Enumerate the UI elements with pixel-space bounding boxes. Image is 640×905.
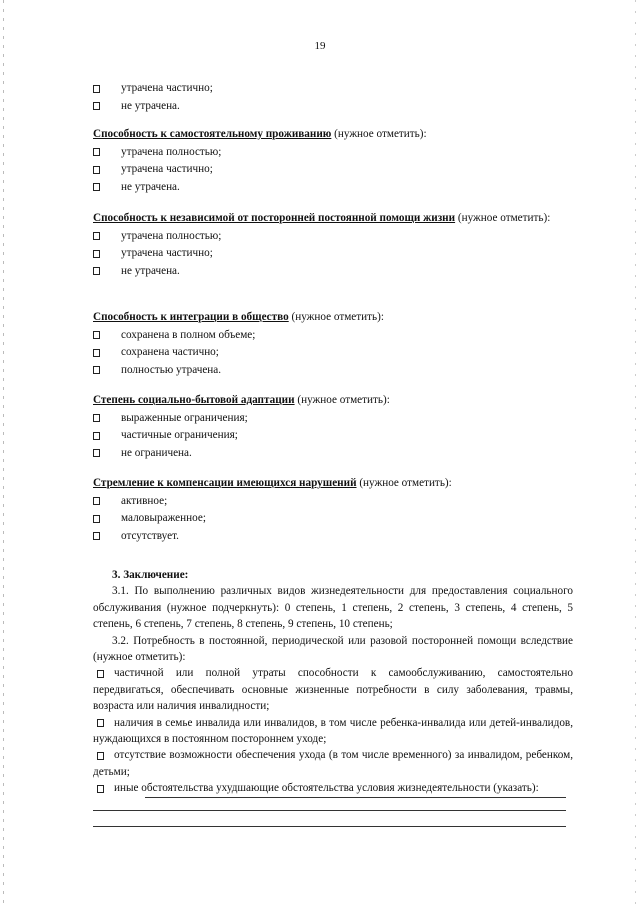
- scan-edge-left: [3, 0, 4, 905]
- options-continuation: [93, 80, 573, 115]
- checkbox-icon[interactable]: [93, 497, 100, 505]
- option-item[interactable]: не утрачена.: [93, 179, 573, 197]
- checkbox-icon[interactable]: [93, 449, 100, 457]
- option-item[interactable]: выраженные ограничения;: [93, 410, 573, 428]
- checkbox-icon[interactable]: [93, 331, 100, 339]
- scan-edge-right: [635, 0, 636, 905]
- section-heading: Способность к самостоятельному проживанию (нужное отметить):: [93, 128, 427, 140]
- conclusion-section: [93, 567, 573, 797]
- need-item-1[interactable]: частичной или полной утраты способности к самообслуживанию, самостоятельно передвигаться, обеспечивать основные жизненные потребности в силу заболевания, травмы, возраста или наличия инвалидности;: [93, 667, 573, 713]
- fill-in-line[interactable]: [145, 797, 566, 798]
- social-adaptation-section: [93, 392, 573, 462]
- checkbox-icon[interactable]: [97, 785, 104, 793]
- checkbox-icon[interactable]: [93, 515, 100, 523]
- conclusion-title: 3. Заключение:: [112, 569, 189, 581]
- checkbox-icon[interactable]: [93, 250, 100, 258]
- option-item[interactable]: активное;: [93, 493, 573, 511]
- option-item[interactable]: утрачена полностью;: [93, 144, 573, 162]
- option-item[interactable]: утрачена частично;: [93, 245, 573, 263]
- fill-in-line[interactable]: [93, 826, 566, 827]
- compensation-section: [93, 475, 573, 545]
- option-item[interactable]: не ограничена.: [93, 445, 573, 463]
- independent-life-section: [93, 210, 573, 280]
- checkbox-icon[interactable]: [97, 719, 104, 727]
- checkbox-icon[interactable]: [93, 532, 100, 540]
- independent-living-section: [93, 126, 573, 196]
- social-integration-section: [93, 309, 573, 379]
- checkbox-icon[interactable]: [93, 267, 100, 275]
- option-item[interactable]: утрачена полностью;: [93, 228, 573, 246]
- need-item-3[interactable]: отсутствие возможности обеспечения ухода (в том числе временного) за инвалидом, ребенком, детьми;: [93, 749, 573, 778]
- checkbox-icon[interactable]: [93, 166, 100, 174]
- need-item-4[interactable]: иные обстоятельства ухудшающие обстоятельства условия жизнедеятельности (указать):: [93, 780, 573, 796]
- checkbox-icon[interactable]: [93, 148, 100, 156]
- checkbox-icon[interactable]: [93, 432, 100, 440]
- option-item[interactable]: утрачена частично;: [93, 80, 573, 98]
- option-item[interactable]: маловыраженное;: [93, 510, 573, 528]
- section-heading: Степень социально-бытовой адаптации (нужное отметить):: [93, 394, 390, 406]
- checkbox-icon[interactable]: [97, 670, 104, 678]
- checkbox-icon[interactable]: [93, 349, 100, 357]
- option-item[interactable]: частичные ограничения;: [93, 427, 573, 445]
- checkbox-icon[interactable]: [93, 183, 100, 191]
- section-heading: Стремление к компенсации имеющихся нарушений (нужное отметить):: [93, 477, 452, 489]
- checkbox-icon[interactable]: [97, 752, 104, 760]
- checkbox-icon[interactable]: [93, 232, 100, 240]
- option-item[interactable]: не утрачена.: [93, 263, 573, 281]
- checkbox-icon[interactable]: [93, 414, 100, 422]
- page-number: 19: [314, 40, 326, 52]
- section-heading: Способность к интеграции в общество (нужное отметить):: [93, 311, 384, 323]
- need-item-2[interactable]: наличия в семье инвалида или инвалидов, в том числе ребенка-инвалида или детей-инвалидов, нуждающихся в постоянном постороннем уходе;: [93, 716, 573, 746]
- option-item[interactable]: отсутствует.: [93, 528, 573, 546]
- checkbox-icon[interactable]: [93, 85, 100, 93]
- option-item[interactable]: не утрачена.: [93, 98, 573, 116]
- paragraph-3-1: 3.1. По выполнению различных видов жизнедеятельности для предоставления социального обслуживания (нужное подчеркнуть): 0 степень, 1 степень, 2 степень, 3 степень, 4 степень, 5 степень, 6 степень, 7 степень, 8 степень, 9 степень, 10 степень;: [93, 585, 573, 631]
- section-heading: Способность к независимой от посторонней постоянной помощи жизни (нужное отметить):: [93, 212, 551, 224]
- fill-in-line[interactable]: [93, 810, 566, 811]
- option-item[interactable]: сохранена в полном объеме;: [93, 327, 573, 345]
- paragraph-3-2: 3.2. Потребность в постоянной, периодической или разовой посторонней помощи вследствие (нужное отметить):: [93, 634, 573, 664]
- checkbox-icon[interactable]: [93, 102, 100, 110]
- option-item[interactable]: утрачена частично;: [93, 161, 573, 179]
- option-item[interactable]: полностью утрачена.: [93, 362, 573, 380]
- checkbox-icon[interactable]: [93, 366, 100, 374]
- option-item[interactable]: сохранена частично;: [93, 344, 573, 362]
